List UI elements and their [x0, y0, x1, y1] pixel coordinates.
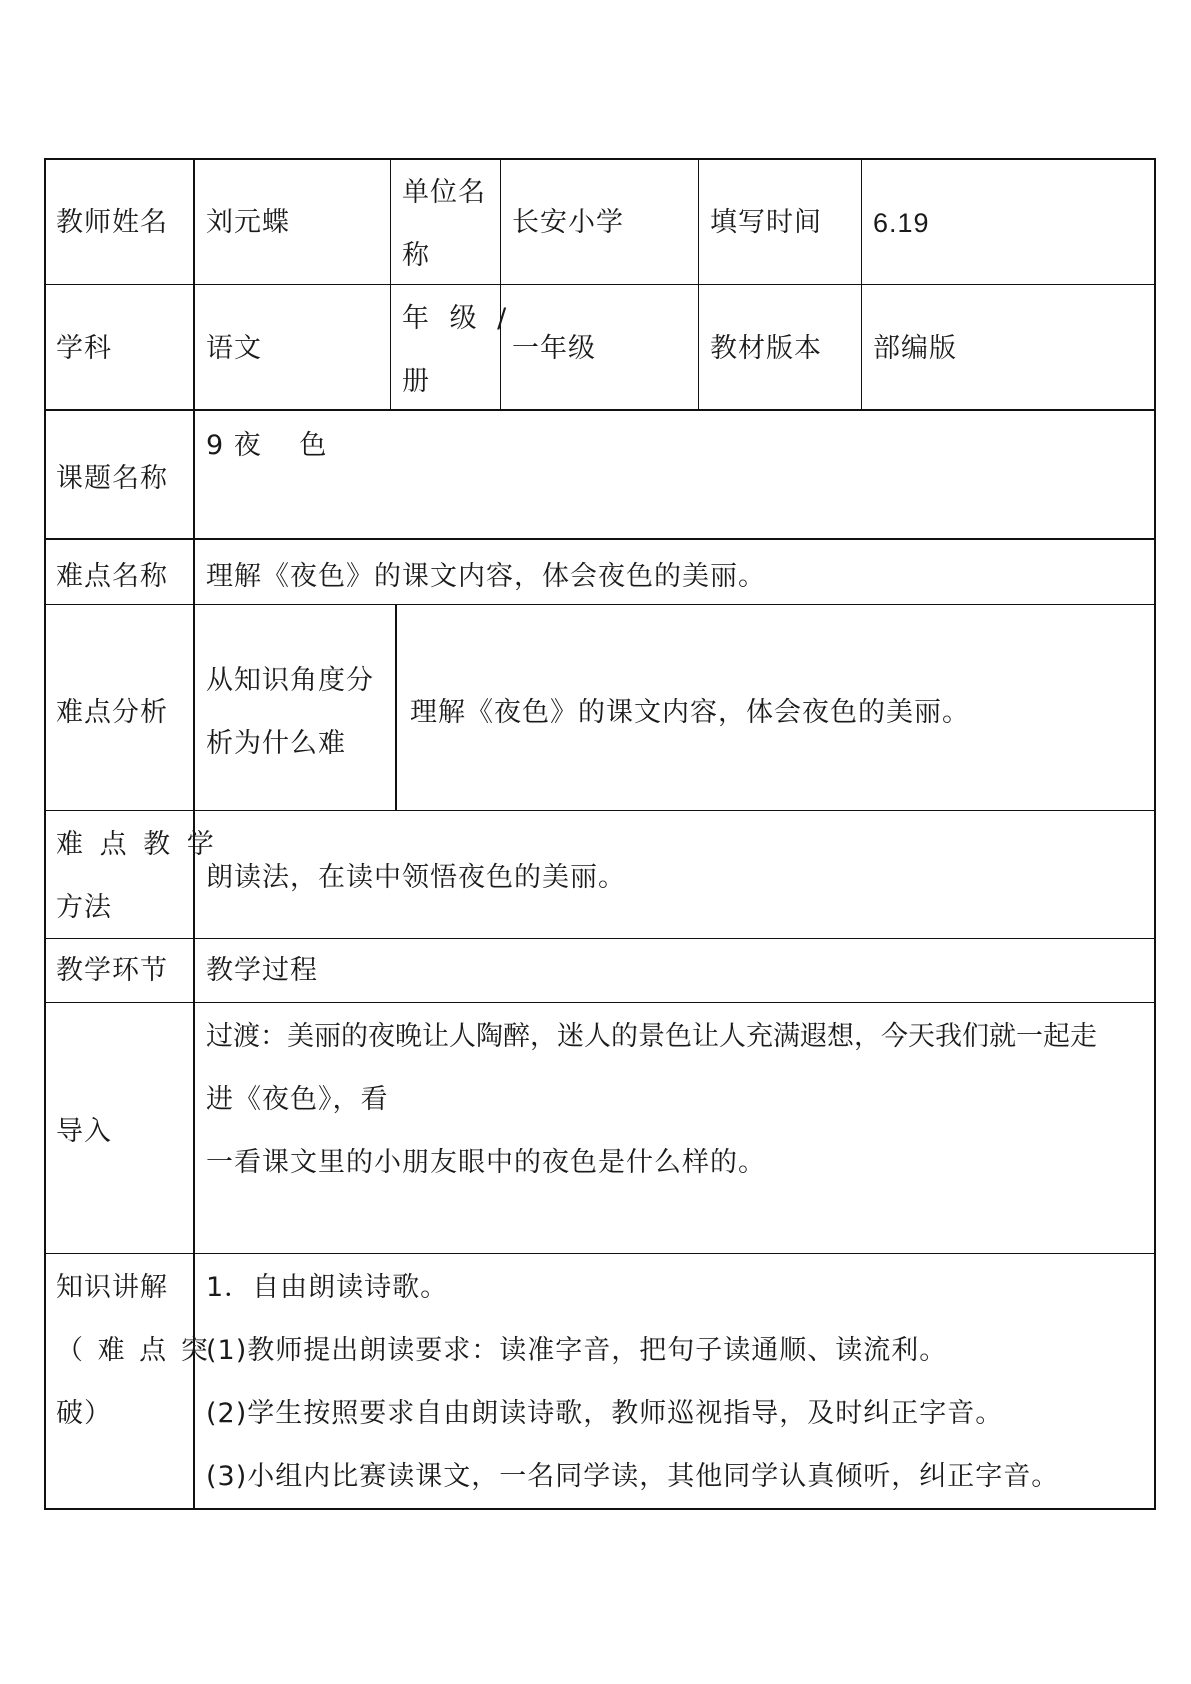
fill-time-label: 填写时间 [710, 207, 822, 238]
column-divider [861, 158, 862, 409]
knowledge-text-line: 1．自由朗读诗歌。 [206, 1272, 449, 1303]
knowledge-text-line: (1)教师提出朗读要求：读准字音，把句子读通顺、读流利。 [206, 1335, 948, 1366]
subject-label: 学科 [56, 333, 112, 364]
intro-text-line: 过渡：美丽的夜晚让人陶醉，迷人的景色让人充满遐想，今天我们就一起走 [206, 1021, 1097, 1052]
teacher-name-value: 刘元蝶 [206, 207, 290, 238]
difficulty-analysis-label: 难点分析 [56, 697, 168, 728]
unit-name-value: 长安小学 [512, 207, 624, 238]
intro-text-line: 进《夜色》，看 [206, 1084, 389, 1115]
knowledge-label-line1: 知识讲解 [56, 1272, 168, 1303]
fill-time-value: 6.19 [873, 208, 930, 238]
row-divider [44, 810, 1156, 811]
grade-value: 一年级 [512, 333, 596, 364]
teacher-name-label: 教师姓名 [56, 207, 168, 238]
intro-label: 导入 [56, 1116, 112, 1147]
grade-label-line2: 册 [402, 366, 430, 397]
lesson-title-label: 课题名称 [56, 463, 168, 494]
row-divider [44, 1253, 1156, 1254]
intro-text-line: 一看课文里的小朋友眼中的夜色是什么样的。 [206, 1147, 766, 1178]
difficulty-name-value: 理解《夜色》的课文内容，体会夜色的美丽。 [206, 561, 766, 592]
row-divider [44, 938, 1156, 939]
knowledge-label-line3: 破） [56, 1398, 112, 1429]
knowledge-text-line: (2)学生按照要求自由朗读诗歌，教师巡视指导，及时纠正字音。 [206, 1398, 1004, 1429]
analysis-sub-label-line2: 析为什么难 [206, 728, 346, 759]
unit-name-label-line2: 称 [402, 240, 430, 271]
row-divider [44, 1002, 1156, 1003]
stage-label: 教学环节 [56, 955, 168, 986]
row-divider [44, 538, 1156, 540]
method-label-line2: 方法 [56, 892, 112, 923]
difficulty-analysis-value: 理解《夜色》的课文内容，体会夜色的美丽。 [410, 697, 970, 728]
grade-label-line1: 年 级 / [402, 303, 513, 334]
method-value: 朗读法，在读中领悟夜色的美丽。 [206, 862, 626, 893]
subject-value: 语文 [206, 333, 262, 364]
process-label: 教学过程 [206, 955, 318, 986]
knowledge-text-line: (3)小组内比赛读课文，一名同学读，其他同学认真倾听，纠正字音。 [206, 1461, 1060, 1492]
unit-name-label-line1: 单位名 [402, 177, 486, 208]
column-divider [395, 604, 397, 810]
row-divider [44, 604, 1156, 605]
column-divider [390, 158, 391, 409]
row-divider [44, 409, 1156, 411]
column-divider [500, 158, 501, 409]
lesson-title-value: 9 夜 色 [206, 430, 328, 461]
difficulty-name-label: 难点名称 [56, 561, 168, 592]
textbook-value: 部编版 [873, 333, 957, 364]
method-label-line1: 难 点 教 学 [56, 829, 218, 860]
knowledge-label-line2: （ 难 点 突 [56, 1335, 211, 1366]
row-divider [44, 284, 1156, 285]
analysis-sub-label-line1: 从知识角度分 [206, 665, 374, 696]
textbook-label: 教材版本 [710, 333, 822, 364]
column-divider [698, 158, 699, 409]
